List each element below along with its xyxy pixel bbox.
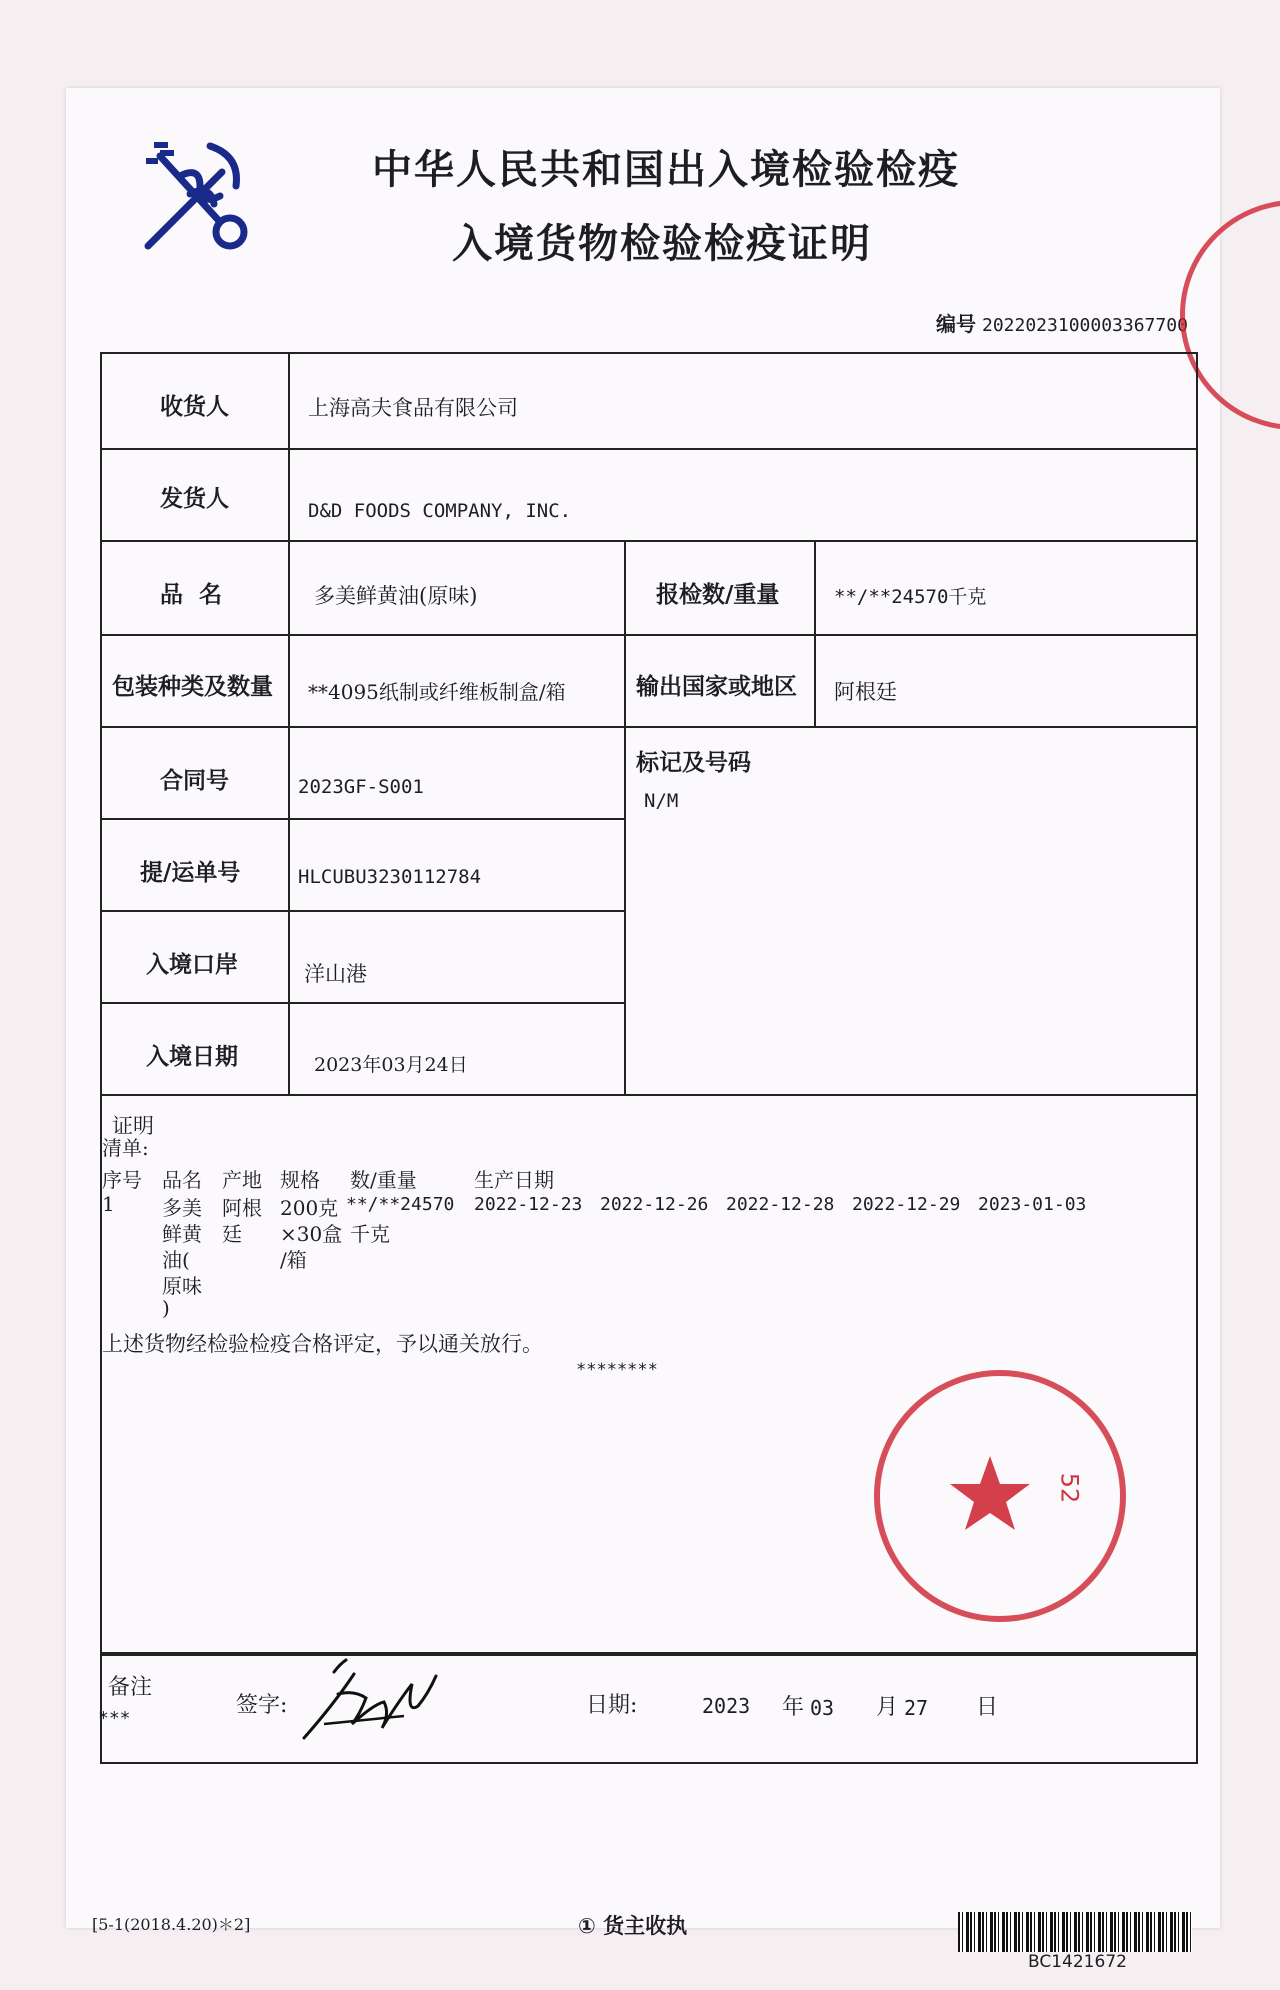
row-qty-2: 千克 bbox=[350, 1222, 390, 1246]
contract-label: 合同号 bbox=[160, 768, 229, 794]
serial-value: 2022023100003367700 bbox=[982, 315, 1188, 336]
serial-number bbox=[936, 308, 1188, 337]
col-qty: 数/重量 bbox=[350, 1168, 417, 1192]
marks-label: 标记及号码 bbox=[636, 750, 751, 776]
packaging-label: 包装种类及数量 bbox=[112, 674, 273, 700]
col-production-date: 生产日期 bbox=[474, 1168, 554, 1192]
bill-label: 提/运单号 bbox=[140, 860, 241, 886]
signature-date-label: 日期: bbox=[586, 1693, 638, 1718]
bill-value: HLCUBU3230112784 bbox=[298, 866, 482, 888]
title-line-1: 中华人民共和国出入境检验检疫 bbox=[372, 147, 960, 193]
serial-label: 编号 bbox=[936, 312, 976, 336]
row-qty-1: **/**24570 bbox=[346, 1194, 455, 1215]
production-date-4: 2022-12-29 bbox=[852, 1194, 961, 1215]
row-name-3: 油( bbox=[162, 1248, 190, 1272]
contract-value: 2023GF-S001 bbox=[298, 776, 424, 798]
port-label: 入境口岸 bbox=[146, 952, 238, 978]
entry-date-label: 入境日期 bbox=[146, 1044, 238, 1070]
statement-stars: ******** bbox=[576, 1360, 658, 1380]
production-date-1: 2022-12-23 bbox=[474, 1194, 583, 1215]
handwritten-signature bbox=[294, 1654, 444, 1744]
col-no: 序号 bbox=[102, 1168, 142, 1192]
row-no: 1 bbox=[102, 1192, 115, 1216]
row-name-4: 原味 bbox=[162, 1274, 202, 1298]
sign-day: 27 bbox=[904, 1696, 929, 1720]
row-origin-1: 阿根 bbox=[222, 1196, 262, 1220]
sign-year-unit: 年 bbox=[782, 1695, 805, 1720]
certificate-heading: 证明 bbox=[112, 1114, 154, 1138]
row-name-5: ) bbox=[162, 1296, 170, 1320]
consignor-value: D&D FOODS COMPANY, INC. bbox=[308, 500, 572, 522]
row-spec-1: 200克 bbox=[280, 1196, 339, 1220]
sign-day-unit: 日 bbox=[976, 1695, 999, 1720]
marks-value: N/M bbox=[644, 790, 679, 812]
sign-month: 03 bbox=[810, 1696, 835, 1720]
consignee-label: 收货人 bbox=[160, 394, 229, 420]
consignor-label: 发货人 bbox=[160, 486, 229, 512]
col-spec: 规格 bbox=[280, 1168, 320, 1192]
remarks-label: 备注 bbox=[108, 1675, 153, 1700]
title-line-2: 入境货物检验检疫证明 bbox=[452, 221, 872, 267]
quantity-label: 报检数/重量 bbox=[656, 582, 780, 608]
entry-date-value: 2023年03月24日 bbox=[314, 1054, 468, 1076]
official-stamp bbox=[874, 1370, 1126, 1622]
stamp-number: 52 bbox=[1055, 1472, 1084, 1504]
col-origin: 产地 bbox=[222, 1168, 262, 1192]
row-name-1: 多美 bbox=[162, 1196, 202, 1220]
production-date-2: 2022-12-26 bbox=[600, 1194, 709, 1215]
packaging-value: **4095纸制或纤维板制盒/箱 bbox=[308, 680, 566, 704]
row-spec-3: /箱 bbox=[280, 1248, 307, 1272]
production-date-3: 2022-12-28 bbox=[726, 1194, 835, 1215]
product-label: 品 名 bbox=[160, 582, 223, 608]
origin-label: 输出国家或地区 bbox=[636, 674, 797, 700]
clearance-statement: 上述货物经检验检疫合格评定，予以通关放行。 bbox=[102, 1332, 543, 1356]
inspection-emblem-icon bbox=[140, 136, 260, 256]
sign-year: 2023 bbox=[702, 1694, 751, 1718]
barcode-number: BC1421672 bbox=[1028, 1952, 1127, 1972]
copy-note: ① 货主收执 bbox=[578, 1914, 688, 1938]
remarks-value: *** bbox=[98, 1708, 131, 1729]
row-spec-2: ×30盒 bbox=[280, 1222, 343, 1246]
quantity-value: **/**24570千克 bbox=[834, 586, 987, 608]
origin-value: 阿根廷 bbox=[834, 680, 897, 704]
col-name: 品名 bbox=[162, 1168, 202, 1192]
form-code: [5-1(2018.4.20)＊2] bbox=[92, 1915, 251, 1934]
signature-label: 签字: bbox=[236, 1693, 288, 1718]
port-value: 洋山港 bbox=[304, 962, 367, 986]
production-date-5: 2023-01-03 bbox=[978, 1194, 1087, 1215]
sign-month-unit: 月 bbox=[876, 1695, 899, 1720]
consignee-value: 上海高夫食品有限公司 bbox=[308, 396, 518, 420]
list-label: 清单: bbox=[102, 1136, 149, 1160]
product-value: 多美鲜黄油(原味) bbox=[314, 584, 478, 608]
row-name-2: 鲜黄 bbox=[162, 1222, 202, 1246]
barcode bbox=[958, 1912, 1192, 1952]
row-origin-2: 廷 bbox=[222, 1222, 242, 1246]
